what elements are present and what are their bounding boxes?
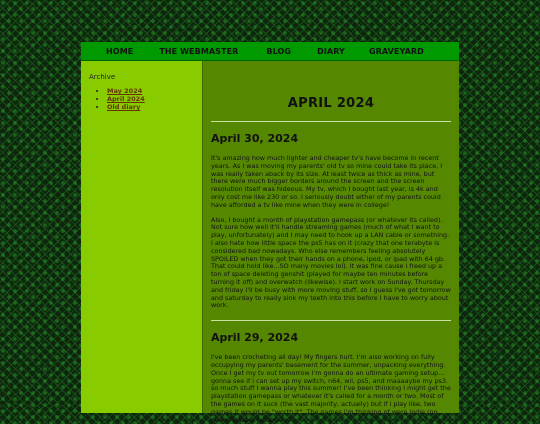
nav-the-webmaster[interactable]: THE WEBMASTER xyxy=(159,46,239,56)
nav-home[interactable]: HOME xyxy=(106,46,134,56)
post-paragraph: I've been crocheting all day! My fingers hurt. I'm also working on fully occupying my parents' basement for the summer, unpacking everything. Once I get my tv out tomorrow I'm gonna do an ultimate gaming setup... gonna see if i can set up my switch, n64, wii, ps5, and maaaaybe my ps3. so much stuff I wanna play this summer! I've been thinking I might get the playstation gamepass or whatever it's called for a month or two. Most of the games on it suck (the vast majority, actually) but if i play like, two games it would be "worth it". The games i'm thinking of were indie (no ghue release) exclusive to xyxy=(211,353,451,424)
archive-link-old-diary[interactable]: Old diary xyxy=(107,103,141,111)
archive-item xyxy=(107,103,202,111)
archive-list xyxy=(89,87,202,111)
post-paragraph: Also, I bought a month of playstation gamepass (or whatever its called). Not sure how well it'll handle streaming games (much of what I want to play, unfortunately) and I may need to hook up a LAN cable or something. I also hate how little space the ps5 has on it (crazy that one terabyte is considered bad nowadays. Who else remembers feeling absolutely SPOILED when they got their hands on a phone, ipod, or ipad with 64 gb. That could hold like...SO many movies lol). It was fine cause i freed up a ton of space deleting genshit (played for maybe ten minutes before turning it off) and overwatch (likewise). I start work on Sunday. Thursday and friday I'll be busy with more moving stuff, so I guess I've got tomorrow and saturday to really sink my teeth into this before I have to worry about work. xyxy=(211,215,451,310)
top-nav xyxy=(81,42,459,61)
nav-diary[interactable]: DIARY xyxy=(317,46,345,56)
page-title: APRIL 2024 xyxy=(287,96,375,111)
blog-post xyxy=(211,132,451,310)
archive-heading: Archive xyxy=(89,73,116,81)
blog-post xyxy=(211,331,451,424)
nav-graveyard[interactable]: GRAVEYARD xyxy=(368,46,424,56)
nav-blog[interactable]: BLOG xyxy=(266,46,292,56)
divider xyxy=(211,121,451,122)
archive-item xyxy=(107,95,202,103)
post-title: April 30, 2024 xyxy=(211,132,299,145)
archive-link-may-2024[interactable]: May 2024 xyxy=(107,87,143,95)
divider xyxy=(211,320,451,321)
post-paragraph: It's amazing how much lighter and cheaper tv's have become in recent years. As I was moving my parents' old tv so mine could take its place, I was really taken aback by its size. At least twice as thick as mine, but there were much bigger borders around the screen and the screen resolution itself was hideous. My tv, which I bought last year, is 4k and only cost me like 230 or so. I seriously doubt either of my parents could have afforded a tv like mine when they were in college! xyxy=(211,154,443,209)
archive-item xyxy=(107,87,202,95)
archive-sidebar xyxy=(81,61,203,413)
content-columns xyxy=(81,61,459,424)
archive-link-april-2024[interactable]: April 2024 xyxy=(107,95,145,103)
page-container xyxy=(81,42,459,424)
main-content xyxy=(203,61,459,424)
post-title: April 29, 2024 xyxy=(211,331,299,345)
